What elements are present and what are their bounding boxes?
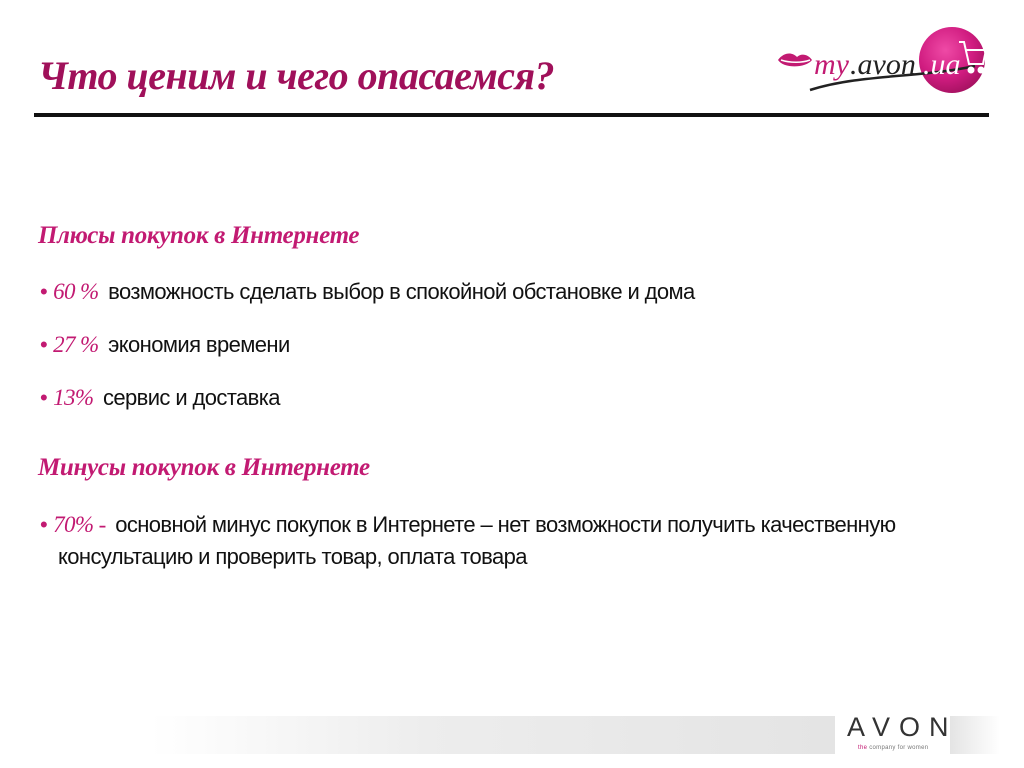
- bullet-dot: •: [40, 279, 48, 304]
- avon-logo-graphic: [770, 14, 995, 108]
- pros-item-text: сервис и доставка: [102, 385, 280, 410]
- footer-gradient-bar: [150, 716, 835, 754]
- logo-text-ua: .ua: [923, 48, 961, 81]
- cons-heading: Минусы покупок в Интернете: [38, 454, 370, 481]
- pros-heading: Плюсы покупок в Интернете: [38, 222, 360, 249]
- avon-footer-logo: AVON: [847, 712, 958, 742]
- avon-tagline-rest: company for women: [869, 745, 929, 751]
- pros-item-percent: 60 %: [53, 279, 99, 304]
- bullet-dot: •: [40, 332, 48, 357]
- cons-item-text: основной минус покупок в Интернете – нет возможности получить качественную консультацию и проверить товар, оплата товара: [58, 512, 896, 569]
- avon-tagline: [858, 745, 928, 751]
- bullet-dot: •: [40, 385, 48, 410]
- pros-item: [40, 276, 970, 308]
- avon-tagline-the: the: [858, 745, 868, 751]
- cons-item: [40, 509, 988, 573]
- bullet-dot: •: [40, 512, 48, 537]
- pros-item: [40, 329, 970, 361]
- my-avon-ua-logo: [770, 14, 995, 108]
- pros-item: [40, 382, 970, 414]
- cons-item-percent: 70% -: [53, 512, 106, 537]
- pros-item-percent: 27 %: [53, 332, 99, 357]
- pros-item-text: возможность сделать выбор в спокойной обстановке и дома: [108, 279, 695, 304]
- pros-item-text: экономия времени: [108, 332, 290, 357]
- logo-text-my: my: [814, 48, 849, 81]
- pros-item-percent: 13%: [53, 385, 94, 410]
- logo-text-avon: .avon: [850, 48, 916, 81]
- title-divider: [34, 113, 989, 117]
- slide-title: Что ценим и чего опасаемся?: [38, 53, 555, 98]
